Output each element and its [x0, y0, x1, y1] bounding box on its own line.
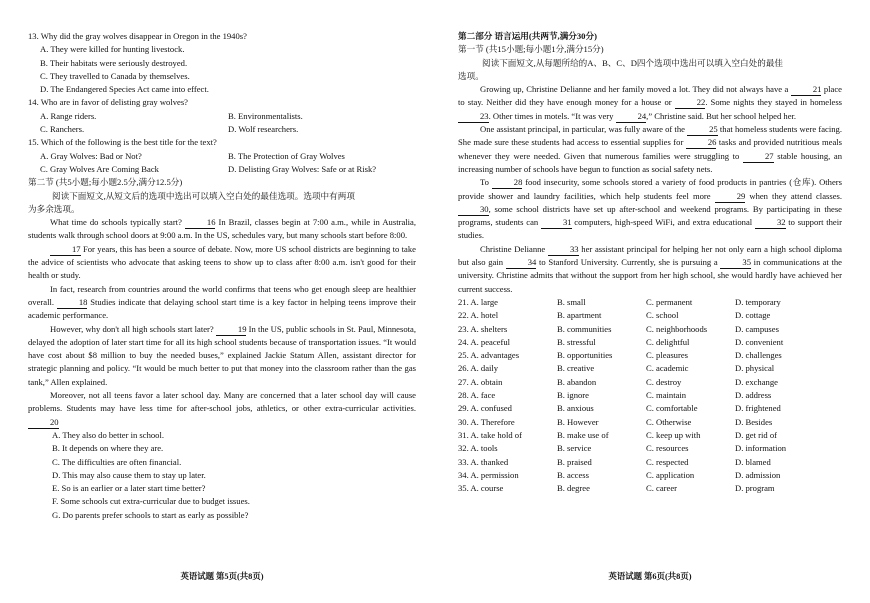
choice-option: B. apartment [557, 310, 602, 321]
choice-option: D. physical [735, 363, 775, 374]
choice-option: B. abandon [557, 376, 597, 387]
instruction: 阅读下面短文,从短文后的选项中选出可以填入空白处的最佳选项。选项中有两项 [52, 190, 355, 201]
choice-option: 34. A. permission [458, 469, 519, 480]
choice-option: 25. A. advantages [458, 350, 520, 361]
paragraph [28, 323, 416, 389]
question-stem: 14. Who are in favor of delisting gray wolves? [28, 97, 188, 108]
page-footer: 英语试题 第6页(共8页) [608, 571, 692, 581]
choice-option: 23. A. shelters [458, 323, 508, 334]
text: Christine Delianne [480, 243, 546, 254]
paragraph [458, 243, 842, 296]
paragraph [458, 176, 842, 242]
choice-option: C. pleasures [646, 350, 689, 361]
blank-27[interactable]: 27 [743, 151, 774, 163]
instruction: 选项。 [458, 70, 484, 81]
text: food insecurity, some schools stored a variety of food products in pantries (仓库). Others provide shower and laundry facilities, which help students feel more [458, 177, 842, 201]
text: ,” Christine said. But her school helped her. [646, 110, 797, 121]
choice-option: B. ignore [557, 390, 589, 401]
option: D. The Endangered Species Act came into effect. [40, 84, 209, 95]
choice-option: 32. A. tools [458, 443, 498, 454]
option: A. Range riders. [40, 110, 97, 121]
text: For years, this has been a source of debate. Now, more US school districts are beginning to take the advice of scientists who advocate that asking teens to show up to class after 8:00 a.m. isn't good for their health or study. [28, 243, 416, 281]
option: F. Some schools cut extra-curricular due to budget issues. [52, 496, 250, 507]
option: B. Their habitats were seriously destroyed. [40, 57, 188, 68]
choice-option: D. admission [735, 469, 781, 480]
text: To [480, 177, 489, 188]
choice-row [458, 323, 842, 336]
choice-row [458, 482, 842, 495]
paragraph [28, 389, 416, 429]
paragraph [28, 283, 416, 323]
choice-row [458, 309, 842, 322]
choice-row [458, 469, 842, 482]
choice-option: 27. A. obtain [458, 376, 503, 387]
choice-option: B. praised [557, 456, 592, 467]
choice-option: C. academic [646, 363, 689, 374]
choice-option: B. access [557, 469, 589, 480]
choice-option: C. destroy [646, 376, 682, 387]
blank-21[interactable]: 21 [791, 84, 822, 96]
option: B. It depends on where they are. [52, 443, 164, 454]
choice-option: B. degree [557, 483, 590, 494]
choice-option: 28. A. face [458, 390, 496, 401]
choice-option: B. opportunities [557, 350, 613, 361]
question-stem: 15. Which of the following is the best title for the text? [28, 137, 217, 148]
text: to support their studies. [458, 217, 842, 241]
choice-option: C. delightful [646, 336, 690, 347]
choice-option: C. permanent [646, 296, 693, 307]
text: tasks and provided nutritious meals whenever they were needed. Given that numerous families were struggling to [458, 137, 842, 161]
blank-19[interactable]: 19 [216, 324, 247, 336]
choice-row [458, 456, 842, 469]
choices-table [458, 296, 842, 495]
choice-option: B. service [557, 443, 592, 454]
question-stem: 13. Why did the gray wolves disappear in Oregon in the 1940s? [28, 31, 247, 41]
choice-option: D. temporary [735, 296, 781, 307]
choice-option: C. application [646, 469, 695, 480]
text: in communications at the university. Christine admits that without the support from her high school, she would hardly have achieved her current success. [458, 257, 842, 294]
choice-option: B. anxious [557, 403, 594, 414]
choice-option: D. address [735, 390, 772, 401]
right-page [458, 0, 842, 603]
blank-26[interactable]: 26 [686, 137, 717, 149]
choice-row [458, 376, 842, 389]
choice-row [458, 402, 842, 415]
text: Moreover, not all teens favor a later school day. Many are concerned that a later school day will cause problems. Students may have less time for after-school jobs, athletics, or other extra-curricular activities. [28, 390, 416, 414]
text: computers, high-speed WiFi, and extra educational [571, 217, 753, 228]
option: A. They were killed for hunting livestock. [40, 44, 185, 55]
section-heading: 第一节 (共15小题;每小题1分,满分15分) [458, 44, 604, 55]
part-heading: 第二部分 语言运用(共两节,满分30分) [458, 31, 597, 41]
options-list [28, 429, 416, 522]
blank-16[interactable]: 16 [185, 217, 216, 229]
text: In fact, research from countries around the world confirms that teens who get enough sleep are healthier overall. [28, 283, 416, 307]
blank-35[interactable]: 35 [720, 257, 751, 269]
choice-row [458, 416, 842, 429]
blank-20[interactable]: 20 [28, 417, 59, 429]
choice-option: 22. A. hotel [458, 310, 499, 321]
page-footer: 英语试题 第5页(共8页) [180, 571, 264, 581]
choice-option: 21. A. large [458, 296, 498, 307]
choice-row [458, 429, 842, 442]
blank-29[interactable]: 29 [715, 191, 746, 203]
choice-option: B. make use of [557, 429, 609, 440]
choice-option: D. information [735, 443, 787, 454]
options-grid [28, 150, 416, 177]
option: A. They also do better in school. [52, 429, 165, 440]
left-page [28, 0, 416, 603]
text: Studies indicate that delaying school start time is a key factor in helping teens improve their academic performance. [28, 296, 416, 321]
blank-23[interactable]: 23 [458, 111, 489, 123]
choice-option: D. cottage [735, 310, 771, 321]
choice-option: C. respected [646, 456, 689, 467]
choice-row [458, 362, 842, 375]
blank-33[interactable]: 33 [548, 244, 579, 256]
choice-option: D. get rid of [735, 429, 778, 440]
instruction: 阅读下面短文,从每题所给的A、B、C、D四个选项中选出可以填入空白处的最佳 [482, 57, 784, 68]
choice-option: 24. A. peaceful [458, 336, 511, 347]
option: D. This may also cause them to stay up later. [52, 469, 206, 480]
text: place to stay. Neither did they have enough money for a house or [458, 84, 842, 108]
blank-28[interactable]: 28 [492, 177, 523, 189]
choice-option: B. creative [557, 363, 595, 374]
blank-25[interactable]: 25 [687, 124, 718, 136]
choice-row [458, 389, 842, 402]
choice-option: C. resources [646, 443, 689, 454]
text: In the US, public schools in St. Paul, Minnesota, delayed the adoption of later start time for all its high school students because of transportation issues. “It would have cost about $8 million to buy the needed buses,” explained Jackie Statum Allen, assistant director for strategic planning and policy. “It would be much better to put that money into the classroom rather than the gas tank,” Allen explained. [28, 323, 416, 387]
choice-option: C. school [646, 310, 679, 321]
choice-option: 26. A. daily [458, 363, 499, 374]
choice-option: D. program [735, 483, 775, 494]
text: One assistant principal, in particular, was fully aware of the [480, 124, 685, 135]
choice-option: C. neighborhoods [646, 323, 708, 334]
choice-option: C. career [646, 483, 678, 494]
choice-row [458, 442, 842, 455]
choice-option: D. challenges [735, 350, 782, 361]
choice-option: D. Besides [735, 416, 773, 427]
blank-18[interactable]: 18 [57, 297, 88, 309]
instruction: 为多余选项。 [28, 203, 80, 214]
option: D. Delisting Gray Wolves: Safe or at Risk? [228, 163, 377, 174]
choice-option: C. maintain [646, 390, 687, 401]
text: stable housing, an increasing number of schools have begun to function as social safety nets. [458, 150, 842, 174]
blank-24[interactable]: 24 [616, 111, 647, 123]
choice-option: D. frightened [735, 403, 781, 414]
paragraph [28, 243, 416, 283]
choice-option: B. stressful [557, 336, 596, 347]
text: What time do schools typically start? [50, 217, 182, 228]
question-13 [28, 30, 416, 96]
blank-32[interactable]: 32 [755, 217, 786, 229]
option: B. The Protection of Gray Wolves [228, 150, 345, 161]
question-14 [28, 96, 416, 136]
option: C. Ranchers. [40, 124, 85, 135]
text: , some school districts have set up after-school and weekend programs. By participating in these programs, students can [458, 203, 842, 228]
choice-option: 35. A. course [458, 483, 504, 494]
choice-option: 30. A. Therefore [458, 416, 515, 427]
choice-row [458, 336, 842, 349]
passage [458, 83, 842, 296]
blank-34[interactable]: 34 [506, 257, 537, 269]
option: D. Wolf researchers. [228, 124, 299, 135]
choice-option: C. keep up with [646, 429, 701, 440]
text: to Stanford University. Currently, she is pursuing a [536, 257, 718, 268]
choice-option: B. communities [557, 323, 612, 334]
text: . Some nights they stayed in homeless [705, 97, 843, 108]
option: A. Gray Wolves: Bad or Not? [40, 150, 142, 161]
choice-option: 33. A. thanked [458, 456, 509, 467]
paragraph [458, 83, 842, 123]
choice-row [458, 296, 842, 309]
text: that homeless students were facing. She made sure these students had access to essential supplies for [458, 124, 842, 148]
choice-option: B. small [557, 296, 586, 307]
choice-option: C. comfortable [646, 403, 698, 414]
choice-option: 29. A. confused [458, 403, 512, 414]
paragraph [458, 123, 842, 176]
paragraph [28, 216, 416, 243]
text: Growing up, Christine Delianne and her family moved a lot. They did not always have a [480, 84, 789, 95]
blank-31[interactable]: 31 [541, 217, 572, 229]
option: G. Do parents prefer schools to start as early as possible? [52, 509, 249, 520]
text: In Brazil, classes begin at 7:00 a.m., while in Australia, students walk through school doors at 9:00 a.m. In the US, schedules vary, but many schools start before 8:00. [28, 217, 417, 241]
passage [28, 216, 416, 429]
option: E. So is an earlier or a later start time better? [52, 483, 206, 494]
text: . Other times in motels. “It was very [488, 110, 614, 121]
options-grid [28, 110, 416, 137]
blank-17[interactable]: 17 [50, 244, 81, 256]
option: C. The difficulties are often financial. [52, 456, 182, 467]
choice-option: 31. A. take hold of [458, 429, 522, 440]
choice-option: D. campuses [735, 323, 779, 334]
text: when they attend classes. [745, 190, 843, 201]
text: her assistant principal for helping her not only earn a high school diploma but also gain [458, 243, 842, 268]
option: C. Gray Wolves Are Coming Back [40, 163, 159, 174]
choice-option: B. However [557, 416, 599, 427]
choice-option: D. convenient [735, 336, 784, 347]
blank-22[interactable]: 22 [675, 97, 706, 109]
question-15 [28, 136, 416, 176]
option: B. Environmentalists. [228, 110, 303, 121]
choice-option: D. blamed [735, 456, 771, 467]
blank-30[interactable]: 30 [458, 204, 489, 216]
section-heading: 第二节 (共5小题;每小题2.5分,满分12.5分) [28, 177, 183, 188]
choice-option: C. Otherwise [646, 416, 692, 427]
choice-option: D. exchange [735, 376, 778, 387]
choice-row [458, 349, 842, 362]
text: However, why don't all high schools start later? [50, 323, 214, 334]
option: C. They travelled to Canada by themselves. [40, 70, 190, 81]
